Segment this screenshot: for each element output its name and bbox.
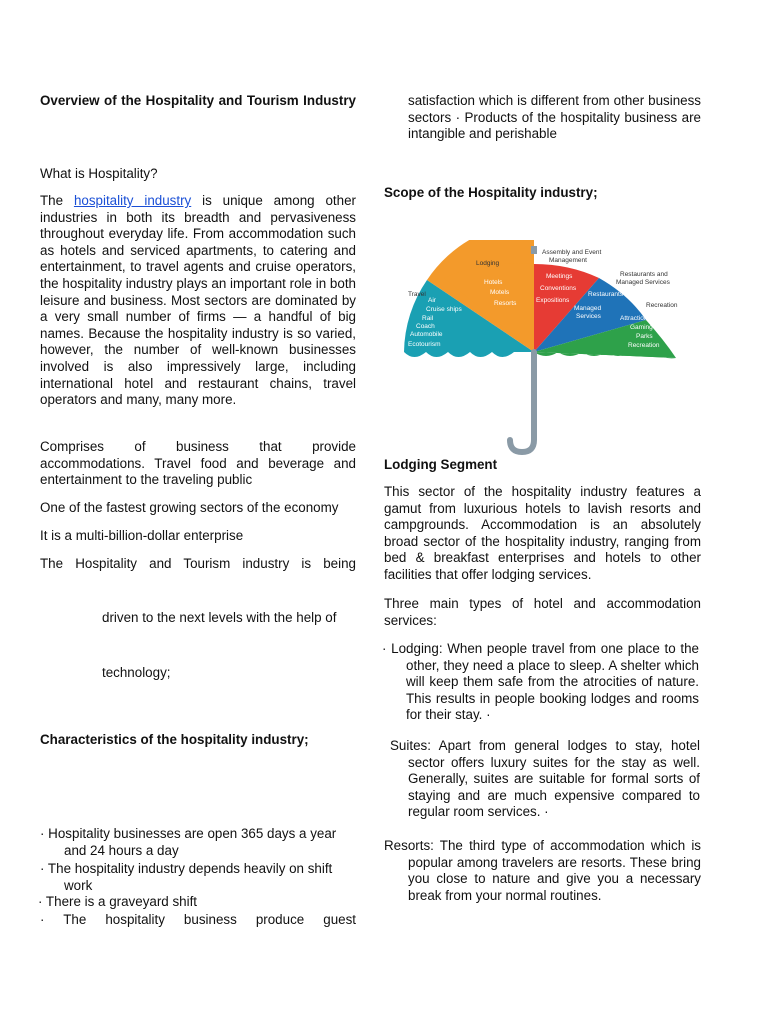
para1-rest: is unique among other industries in both its breadth and pervasiveness throughout everyday life. From accommodation such as hotels and serviced apartments, to catering and entertainment, to travel agents and cruise operators, the hospitality industry plays an important role in both leisure and business. Most sectors are dominated by a very small number of firms — a handful of big names. Because the hospitality industry is so varied, however, the number of well-known businesses involved is also impressively large, including international hotel and restaurant chains, travel operators and many, many more. xyxy=(40,193,357,408)
satisfaction-continuation: satisfaction which is different from other business sectors · Products of the hospitality business are intangible and perishable xyxy=(408,93,701,142)
driven-next-line: driven to the next levels with the help of xyxy=(102,610,337,625)
bullet-shift-work: · The hospitality industry depends heavily on shift work xyxy=(40,861,333,893)
suites-item: Suites: Apart from general lodges to stay, hotel sector offers luxury suites for the stay as well. Generally, suites are suitable for formal sorts of staying and are much expensive compared to regular room services. · xyxy=(390,738,700,820)
inner-label-resorts: Resorts xyxy=(494,300,517,307)
inner-label-hotels: Hotels xyxy=(484,279,503,286)
inner-label-parks: Parks xyxy=(636,333,653,340)
inner-label-cruise: Cruise ships xyxy=(426,306,462,313)
inner-label-expositions: Expositions xyxy=(536,297,570,304)
outer-label-travel: Travel xyxy=(408,291,426,298)
inner-label-air: Air xyxy=(428,297,436,304)
resorts-item: Resorts: The third type of accommodation which is popular among travelers are resorts. These bring you close to nature and give you a necessary break from your normal routines. xyxy=(384,838,701,903)
inner-label-motels: Motels xyxy=(490,289,510,296)
inner-label-meetings: Meetings xyxy=(546,273,573,280)
inner-label-gaming: Gaming xyxy=(630,324,653,331)
hospitality-scope-umbrella-diagram xyxy=(384,240,684,456)
outer-label-lodging: Lodging xyxy=(476,260,500,267)
inner-label-coach: Coach xyxy=(416,323,435,330)
inner-label-ecotourism: Ecotourism xyxy=(408,341,441,348)
comprises-paragraph: Comprises of business that provide accommodations. Travel food and beverage and entertainment to the traveling public xyxy=(40,439,356,488)
inner-label-managed-1: Managed xyxy=(574,305,602,312)
bullet-open-365: · Hospitality businesses are open 365 days a year and 24 hours a day xyxy=(40,826,337,858)
multi-billion-line: It is a multi-billion-dollar enterprise xyxy=(40,528,244,543)
bullet-graveyard: · There is a graveyard shift xyxy=(38,894,198,909)
what-is-hospitality: What is Hospitality? xyxy=(40,166,158,181)
outer-label-restaurants-1: Restaurants and xyxy=(620,271,668,278)
outer-label-assembly-2: Management xyxy=(549,257,587,264)
lodging-paragraph: This sector of the hospitality industry features a gamut from luxurious hotels to lavish resorts and campgrounds. Accommodation is an absolutely broad sector of the hospitality industry, ranging from bed & breakfast enterprises and hotels to other facilities that offer lodging services. xyxy=(384,484,701,582)
travel-scallops xyxy=(404,352,534,357)
inner-label-managed-2: Services xyxy=(576,313,601,320)
inner-label-conventions: Conventions xyxy=(540,285,577,292)
outer-label-recreation: Recreation xyxy=(646,302,678,309)
para1-prefix: The xyxy=(40,193,74,208)
document-title-text: Overview of the Hospitality and Tourism Industry xyxy=(40,93,356,108)
inner-label-restaurants: Restaurants xyxy=(588,291,624,298)
umbrella-handle xyxy=(510,352,534,452)
hospitality-industry-link[interactable]: hospitality industry xyxy=(73,193,192,208)
bullet-guest-satisfaction: · The hospitality business produce guest xyxy=(40,912,356,927)
umbrella-tip xyxy=(531,246,537,254)
technology-line: technology; xyxy=(102,665,171,680)
hospitality-paragraph xyxy=(40,193,356,409)
inner-label-automobile: Automobile xyxy=(410,331,443,338)
lodging-item: · Lodging: When people travel from one place to the other, they need a place to sleep. A shelter which will keep them safe from the atrocities of nature. This results in people booking lodges and rooms for their stay. · xyxy=(382,641,699,723)
recreation-scallops xyxy=(534,352,676,358)
three-types-line: Three main types of hotel and accommodation services: xyxy=(384,596,701,628)
inner-label-recreation-inner: Recreation xyxy=(628,342,660,349)
document-title xyxy=(40,93,356,110)
fastest-growing-line: One of the fastest growing sectors of the economy xyxy=(40,500,339,515)
lodging-segment-heading: Lodging Segment xyxy=(384,457,498,472)
characteristics-heading: Characteristics of the hospitality industry; xyxy=(40,732,309,747)
outer-label-assembly-1: Assembly and Event xyxy=(542,249,602,256)
being-driven-line: The Hospitality and Tourism industry is being xyxy=(40,556,356,571)
inner-label-rail: Rail xyxy=(422,315,434,322)
inner-label-attractions: Attractions xyxy=(620,315,651,322)
outer-label-restaurants-2: Managed Services xyxy=(616,279,670,286)
scope-heading: Scope of the Hospitality industry; xyxy=(384,185,598,200)
